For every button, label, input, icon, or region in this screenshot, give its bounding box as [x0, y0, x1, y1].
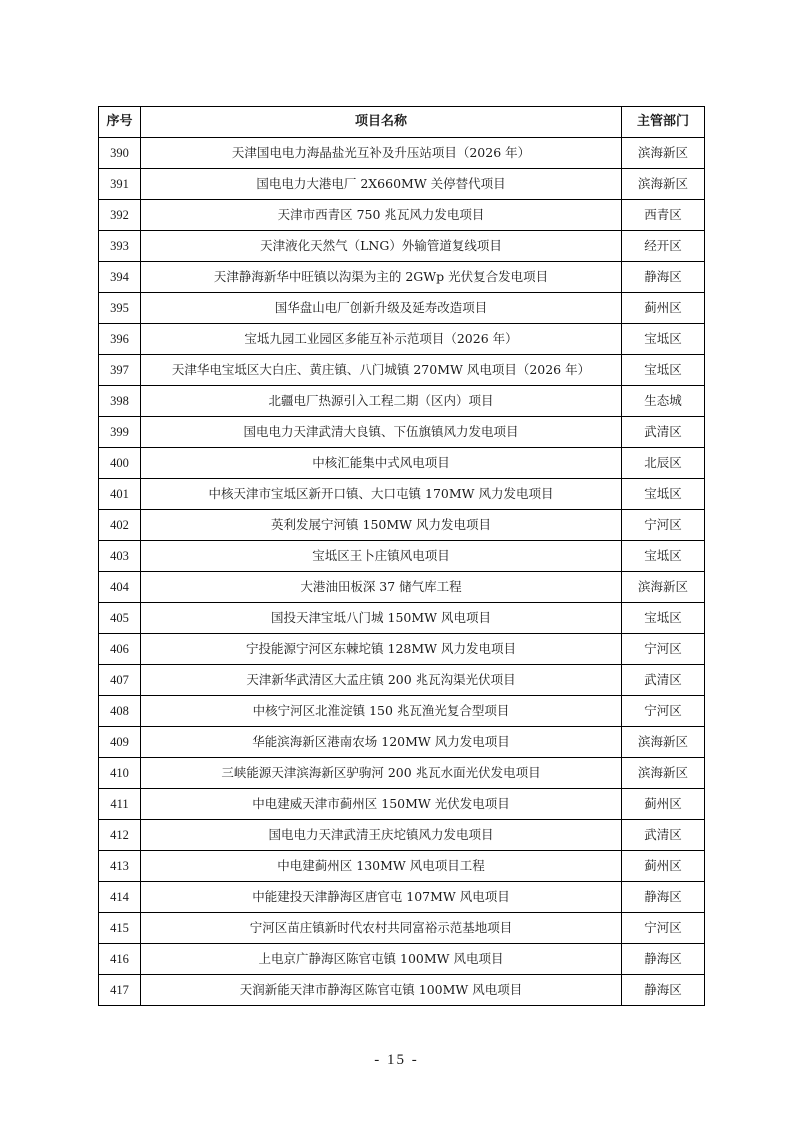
- table-row: [99, 448, 705, 479]
- table-row: [99, 262, 705, 293]
- project-name-cell: 中电建蓟州区 130MW 风电项目工程: [141, 851, 622, 882]
- table-row: [99, 913, 705, 944]
- department-cell: 宝坻区: [622, 324, 705, 355]
- department-cell: 滨海新区: [622, 758, 705, 789]
- table-row: [99, 355, 705, 386]
- department-cell: 静海区: [622, 262, 705, 293]
- table-row: [99, 758, 705, 789]
- serial-number-cell: 402: [99, 510, 141, 541]
- department-cell: 武清区: [622, 417, 705, 448]
- project-name-cell: 宝坻九园工业园区多能互补示范项目（2026 年）: [141, 324, 622, 355]
- project-name-cell: 天津静海新华中旺镇以沟渠为主的 2GWp 光伏复合发电项目: [141, 262, 622, 293]
- project-name-cell: 国电电力天津武清王庆坨镇风力发电项目: [141, 820, 622, 851]
- project-name-cell: 大港油田板深 37 储气库工程: [141, 572, 622, 603]
- serial-number-cell: 400: [99, 448, 141, 479]
- department-cell: 静海区: [622, 944, 705, 975]
- header-serial-number: 序号: [99, 107, 141, 138]
- department-cell: 武清区: [622, 820, 705, 851]
- serial-number-cell: 408: [99, 696, 141, 727]
- project-name-cell: 中核天津市宝坻区新开口镇、大口屯镇 170MW 风力发电项目: [141, 479, 622, 510]
- serial-number-cell: 417: [99, 975, 141, 1006]
- table-row: [99, 541, 705, 572]
- project-name-cell: 英利发展宁河镇 150MW 风力发电项目: [141, 510, 622, 541]
- project-name-cell: 中电建威天津市蓟州区 150MW 光伏发电项目: [141, 789, 622, 820]
- project-table: [98, 106, 705, 1006]
- table-row: [99, 975, 705, 1006]
- serial-number-cell: 406: [99, 634, 141, 665]
- serial-number-cell: 403: [99, 541, 141, 572]
- project-name-cell: 北疆电厂热源引入工程二期（区内）项目: [141, 386, 622, 417]
- table-row: [99, 789, 705, 820]
- project-name-cell: 华能滨海新区港南农场 120MW 风力发电项目: [141, 727, 622, 758]
- serial-number-cell: 396: [99, 324, 141, 355]
- serial-number-cell: 398: [99, 386, 141, 417]
- serial-number-cell: 395: [99, 293, 141, 324]
- department-cell: 经开区: [622, 231, 705, 262]
- serial-number-cell: 412: [99, 820, 141, 851]
- project-name-cell: 天津国电电力海晶盐光互补及升压站项目（2026 年）: [141, 138, 622, 169]
- department-cell: 宁河区: [622, 913, 705, 944]
- department-cell: 宝坻区: [622, 603, 705, 634]
- department-cell: 武清区: [622, 665, 705, 696]
- department-cell: 静海区: [622, 975, 705, 1006]
- table-row: [99, 572, 705, 603]
- serial-number-cell: 392: [99, 200, 141, 231]
- page-number: - 15 -: [374, 1052, 419, 1068]
- serial-number-cell: 399: [99, 417, 141, 448]
- serial-number-cell: 410: [99, 758, 141, 789]
- department-cell: 蓟州区: [622, 293, 705, 324]
- serial-number-cell: 411: [99, 789, 141, 820]
- table-row: [99, 169, 705, 200]
- project-name-cell: 天津新华武清区大孟庄镇 200 兆瓦沟渠光伏项目: [141, 665, 622, 696]
- table-row: [99, 417, 705, 448]
- department-cell: 宝坻区: [622, 541, 705, 572]
- department-cell: 宁河区: [622, 634, 705, 665]
- department-cell: 蓟州区: [622, 851, 705, 882]
- serial-number-cell: 401: [99, 479, 141, 510]
- department-cell: 宝坻区: [622, 479, 705, 510]
- table-row: [99, 386, 705, 417]
- project-name-cell: 中核宁河区北淮淀镇 150 兆瓦渔光复合型项目: [141, 696, 622, 727]
- project-name-cell: 上电京广静海区陈官屯镇 100MW 风电项目: [141, 944, 622, 975]
- serial-number-cell: 414: [99, 882, 141, 913]
- project-name-cell: 宁河区苗庄镇新时代农村共同富裕示范基地项目: [141, 913, 622, 944]
- serial-number-cell: 407: [99, 665, 141, 696]
- table-row: [99, 231, 705, 262]
- serial-number-cell: 416: [99, 944, 141, 975]
- project-name-cell: 天津液化天然气（LNG）外输管道复线项目: [141, 231, 622, 262]
- serial-number-cell: 415: [99, 913, 141, 944]
- table-row: [99, 696, 705, 727]
- table-row: [99, 603, 705, 634]
- serial-number-cell: 390: [99, 138, 141, 169]
- department-cell: 滨海新区: [622, 572, 705, 603]
- department-cell: 蓟州区: [622, 789, 705, 820]
- table-header-row: [99, 107, 705, 138]
- project-name-cell: 天润新能天津市静海区陈官屯镇 100MW 风电项目: [141, 975, 622, 1006]
- table-row: [99, 882, 705, 913]
- department-cell: 静海区: [622, 882, 705, 913]
- serial-number-cell: 397: [99, 355, 141, 386]
- department-cell: 生态城: [622, 386, 705, 417]
- table-row: [99, 510, 705, 541]
- table-row: [99, 665, 705, 696]
- table-row: [99, 727, 705, 758]
- table-row: [99, 944, 705, 975]
- department-cell: 滨海新区: [622, 138, 705, 169]
- table-row: [99, 479, 705, 510]
- department-cell: 滨海新区: [622, 727, 705, 758]
- table-row: [99, 820, 705, 851]
- serial-number-cell: 393: [99, 231, 141, 262]
- project-name-cell: 三峡能源天津滨海新区驴驹河 200 兆瓦水面光伏发电项目: [141, 758, 622, 789]
- serial-number-cell: 413: [99, 851, 141, 882]
- table-row: [99, 138, 705, 169]
- table-row: [99, 634, 705, 665]
- project-name-cell: 天津华电宝坻区大白庄、黄庄镇、八门城镇 270MW 风电项目（2026 年）: [141, 355, 622, 386]
- project-name-cell: 国投天津宝坻八门城 150MW 风电项目: [141, 603, 622, 634]
- serial-number-cell: 391: [99, 169, 141, 200]
- serial-number-cell: 409: [99, 727, 141, 758]
- project-name-cell: 宝坻区王卜庄镇风电项目: [141, 541, 622, 572]
- project-name-cell: 中核汇能集中式风电项目: [141, 448, 622, 479]
- project-name-cell: 国电电力大港电厂 2X660MW 关停替代项目: [141, 169, 622, 200]
- serial-number-cell: 405: [99, 603, 141, 634]
- serial-number-cell: 404: [99, 572, 141, 603]
- department-cell: 宁河区: [622, 696, 705, 727]
- department-cell: 北辰区: [622, 448, 705, 479]
- table-row: [99, 293, 705, 324]
- table-row: [99, 324, 705, 355]
- header-project-name: 项目名称: [141, 107, 622, 138]
- project-name-cell: 国电电力天津武清大良镇、下伍旗镇风力发电项目: [141, 417, 622, 448]
- project-name-cell: 天津市西青区 750 兆瓦风力发电项目: [141, 200, 622, 231]
- project-name-cell: 中能建投天津静海区唐官屯 107MW 风电项目: [141, 882, 622, 913]
- department-cell: 宁河区: [622, 510, 705, 541]
- table-body: [99, 138, 705, 1006]
- table-row: [99, 200, 705, 231]
- department-cell: 西青区: [622, 200, 705, 231]
- project-name-cell: 宁投能源宁河区东棘坨镇 128MW 风力发电项目: [141, 634, 622, 665]
- serial-number-cell: 394: [99, 262, 141, 293]
- department-cell: 宝坻区: [622, 355, 705, 386]
- header-department: 主管部门: [622, 107, 705, 138]
- table-row: [99, 851, 705, 882]
- project-name-cell: 国华盘山电厂创新升级及延寿改造项目: [141, 293, 622, 324]
- department-cell: 滨海新区: [622, 169, 705, 200]
